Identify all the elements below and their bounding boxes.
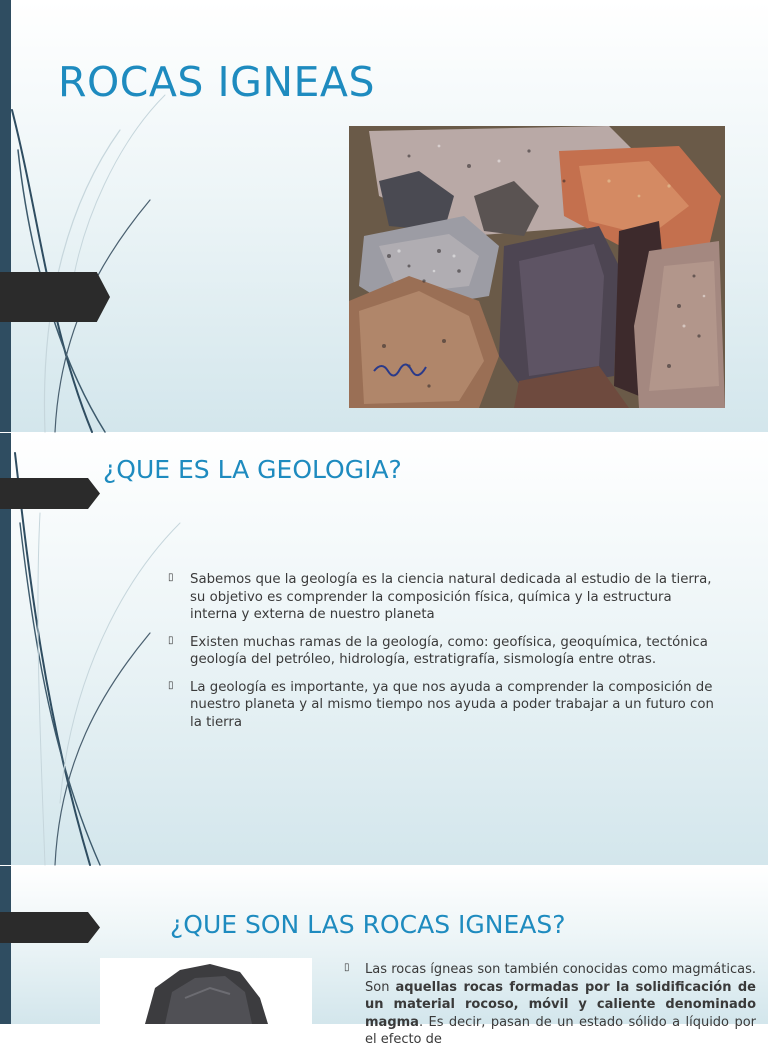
list-item: ▯ Sabemos que la geología es la ciencia natural dedicada al estudio de la tierra, su objetivo es comprender la composición física, química y la estructura interna y externa de nuestro planeta bbox=[168, 571, 718, 624]
bullet-icon: ▯ bbox=[344, 962, 350, 973]
slide-1 bbox=[0, 0, 768, 432]
slide-title: ¿QUE SON LAS ROCAS IGNEAS? bbox=[170, 910, 566, 939]
left-edge-bar bbox=[0, 866, 11, 1024]
arrow-marker bbox=[0, 912, 100, 943]
paragraph: ▯ Las rocas ígneas son también conocidas como magmáticas. Son aquellas rocas formadas por la solidificación de un material rocoso, móvil y caliente denominado magma. Es decir, pasan de un estado sólido a líquido por el efecto de bbox=[344, 961, 756, 1049]
bullet-icon: ▯ bbox=[168, 634, 174, 646]
bullet-icon: ▯ bbox=[168, 679, 174, 691]
bullet-list bbox=[168, 571, 718, 741]
igneous-rocks-photo bbox=[349, 126, 725, 408]
slide-title: ROCAS IGNEAS bbox=[58, 58, 376, 106]
slide-title: ¿QUE ES LA GEOLOGIA? bbox=[103, 455, 402, 484]
arrow-marker bbox=[0, 478, 100, 509]
slide-2 bbox=[0, 433, 768, 865]
bullet-icon: ▯ bbox=[168, 572, 174, 583]
slide-3 bbox=[0, 866, 768, 1047]
left-edge-bar bbox=[0, 0, 11, 432]
bold-definition: aquellas rocas formadas por la solidificación de un material rocoso, móvil y caliente denominado magma bbox=[365, 979, 756, 1030]
arrow-marker bbox=[0, 272, 110, 322]
list-item: ▯ Existen muchas ramas de la geología, como: geofísica, geoquímica, tectónica geología del petróleo, hidrología, estratigrafía, sismología entre otras. bbox=[168, 634, 718, 669]
basalt-rock-photo bbox=[100, 958, 312, 1024]
list-item: ▯ La geología es importante, ya que nos ayuda a comprender la composición de nuestro planeta y al mismo tiempo nos ayuda a poder trabajar a un futuro con la tierra bbox=[168, 679, 718, 732]
